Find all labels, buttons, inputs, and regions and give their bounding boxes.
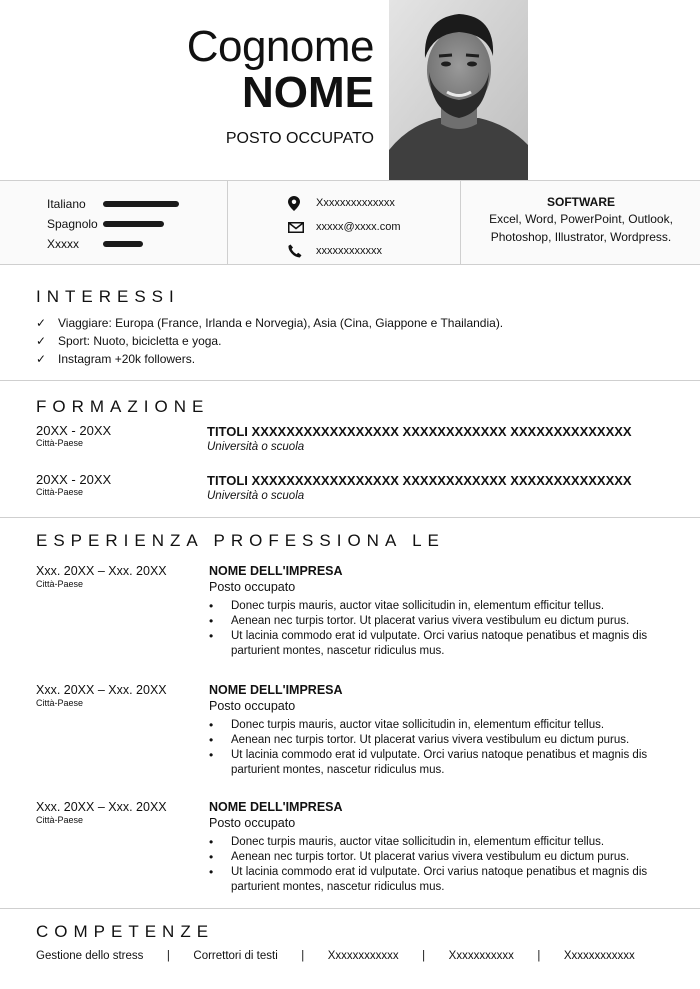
list-item	[36, 314, 503, 332]
education-title: TITOLI XXXXXXXXXXXXXXXXX XXXXXXXXXXXX XXXXXXXXXXXXXX	[207, 473, 632, 488]
software-line: Excel, Word, PowerPoint, Outlook,	[489, 212, 673, 226]
interest-text: Sport: Nuoto, bicicletta e yoga.	[58, 334, 222, 348]
language-name: Italiano	[47, 197, 86, 211]
skill-item: Xxxxxxxxxxx	[448, 950, 514, 962]
skill-separator: |	[537, 950, 541, 962]
firstname: NOME	[242, 68, 374, 117]
list-item: • Aenean nec turpis tortor. Ut placerat varius vivera vestibulum eu dictum purus.	[209, 614, 669, 629]
section-divider	[0, 908, 700, 909]
experience-company: NOME DELL'IMPRESA	[209, 564, 343, 578]
list-item: • Donec turpis mauris, auctor vitae sollicitudin in, elementum efficitur tellus.	[209, 718, 669, 733]
experience-bullets	[209, 835, 669, 895]
section-title-interessi: INTERESSI	[36, 287, 180, 306]
list-item	[36, 350, 503, 368]
contact-address-text: Xxxxxxxxxxxxxx	[316, 197, 395, 209]
software-line: Photoshop, Illustrator, Wordpress.	[490, 230, 672, 244]
experience-role: Posto occupato	[209, 699, 296, 713]
section-title-esperienza: ESPERIENZA PROFESSIONA LE	[36, 531, 445, 550]
checkmark-icon: ✓	[36, 316, 47, 330]
experience-bullets	[209, 718, 669, 778]
experience-bullets	[209, 599, 669, 659]
contact-phone	[288, 239, 401, 263]
contact-email	[288, 215, 401, 239]
list-item: • Donec turpis mauris, auctor vitae sollicitudin in, elementum efficitur tellus.	[209, 835, 669, 850]
education-place: Città-Paese	[36, 487, 84, 497]
experience-company: NOME DELL'IMPRESA	[209, 800, 343, 814]
profile-photo	[389, 0, 528, 180]
column-divider	[460, 181, 461, 265]
skill-separator: |	[301, 950, 305, 962]
contact-email-text[interactable]: xxxxx@xxxx.com	[316, 221, 401, 233]
portrait-image	[389, 0, 528, 180]
education-school: Università o scuola	[207, 441, 305, 453]
list-item: • Ut lacinia commodo erat id vulputate. Orci varius natoque penatibus et magnis dis parturient montes, nascetur ridiculus mus.	[209, 865, 669, 895]
section-divider	[0, 380, 700, 381]
skill-item: Correttori di testi	[193, 950, 278, 962]
education-title: TITOLI XXXXXXXXXXXXXXXXX XXXXXXXXXXXX XXXXXXXXXXXXXX	[207, 424, 632, 439]
skills-row	[36, 950, 635, 962]
language-item	[47, 215, 103, 235]
checkmark-icon: ✓	[36, 352, 47, 366]
info-band	[0, 180, 700, 265]
education-date: 20XX - 20XX	[36, 472, 112, 487]
software-title: SOFTWARE	[547, 195, 615, 209]
language-item	[47, 235, 103, 255]
education-date: 20XX - 20XX	[36, 423, 112, 438]
skill-item: Xxxxxxxxxxxx	[563, 950, 635, 962]
experience-place: Città-Paese	[36, 815, 84, 825]
language-name: Spagnolo	[47, 217, 98, 231]
checkmark-icon: ✓	[36, 334, 47, 348]
skill-item: Xxxxxxxxxxxx	[327, 950, 399, 962]
envelope-icon	[288, 222, 316, 233]
education-school: Università o scuola	[207, 490, 305, 502]
list-item: • Aenean nec turpis tortor. Ut placerat varius vivera vestibulum eu dictum purus.	[209, 733, 669, 748]
language-level-bar	[103, 241, 143, 247]
experience-place: Città-Paese	[36, 579, 84, 589]
experience-place: Città-Paese	[36, 698, 84, 708]
name-block	[187, 24, 374, 148]
list-item: • Ut lacinia commodo erat id vulputate. Orci varius natoque penatibus et magnis dis parturient montes, nascetur ridiculus mus.	[209, 629, 669, 659]
list-item: • Aenean nec turpis tortor. Ut placerat varius vivera vestibulum eu dictum purus.	[209, 850, 669, 865]
language-level-bar	[103, 201, 179, 207]
surname: Cognome	[186, 22, 374, 71]
languages-list	[47, 195, 103, 255]
list-item: • Donec turpis mauris, auctor vitae sollicitudin in, elementum efficitur tellus.	[209, 599, 669, 614]
software-block	[462, 194, 700, 246]
contact-list	[288, 191, 401, 263]
skill-item: Gestione dello stress	[36, 950, 144, 962]
interest-text: Viaggiare: Europa (France, Irlanda e Norvegia), Asia (Cina, Giappone e Thailandia).	[58, 316, 504, 330]
language-level-bar	[103, 221, 164, 227]
experience-date: Xxx. 20XX – Xxx. 20XX	[36, 683, 167, 697]
language-name: Xxxxx	[47, 237, 80, 251]
skill-separator: |	[166, 950, 170, 962]
resume-header	[0, 0, 700, 180]
section-title-formazione: FORMAZIONE	[36, 397, 210, 416]
interest-text: Instagram +20k followers.	[58, 352, 196, 366]
job-title: POSTO OCCUPATO	[225, 130, 374, 147]
experience-role: Posto occupato	[209, 816, 296, 830]
list-item	[36, 332, 503, 350]
section-divider	[0, 517, 700, 518]
column-divider	[227, 181, 228, 265]
experience-date: Xxx. 20XX – Xxx. 20XX	[36, 800, 167, 814]
experience-date: Xxx. 20XX – Xxx. 20XX	[36, 564, 167, 578]
location-pin-icon	[288, 196, 316, 211]
skill-separator: |	[422, 950, 426, 962]
experience-role: Posto occupato	[209, 580, 296, 594]
phone-icon	[288, 244, 316, 258]
list-item: • Ut lacinia commodo erat id vulputate. Orci varius natoque penatibus et magnis dis parturient montes, nascetur ridiculus mus.	[209, 748, 669, 778]
experience-company: NOME DELL'IMPRESA	[209, 683, 343, 697]
education-place: Città-Paese	[36, 438, 84, 448]
interests-list	[36, 314, 503, 368]
language-item	[47, 195, 103, 215]
contact-address	[288, 191, 401, 215]
contact-phone-text: xxxxxxxxxxxx	[316, 245, 382, 257]
section-title-competenze: COMPETENZE	[36, 922, 215, 941]
